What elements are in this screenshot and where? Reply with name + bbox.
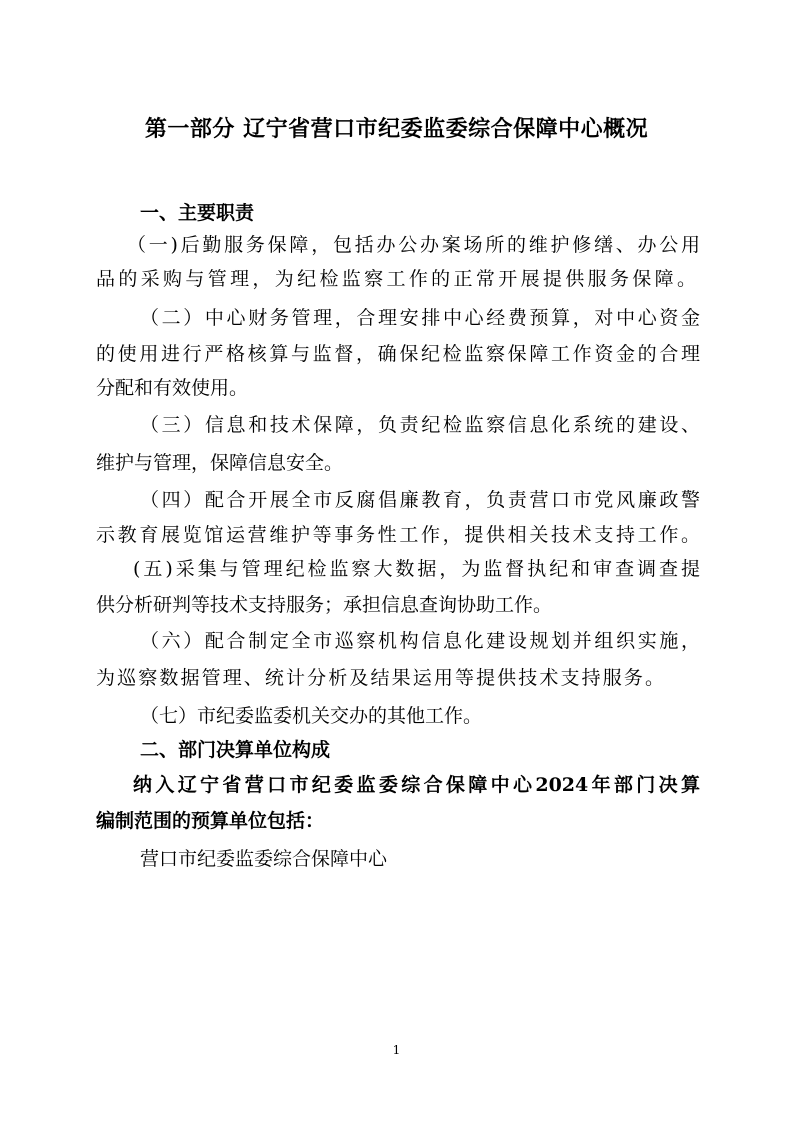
paragraph-line: 品的采购与管理，为纪检监察工作的正常开展提供服务保障。 bbox=[96, 268, 696, 290]
budget-unit-name: 营口市纪委监委综合保障中心 bbox=[140, 848, 388, 870]
paragraph-line: 维护与管理，保障信息安全。 bbox=[96, 452, 344, 474]
document-title: 第一部分 辽宁省营口市纪委监委综合保障中心概况 bbox=[144, 117, 649, 142]
section-heading-unit-composition: 二、部门决算单位构成 bbox=[140, 739, 331, 761]
paragraph-line: 的使用进行严格核算与监督，确保纪检监察保障工作资金的合理 bbox=[96, 343, 700, 365]
paragraph-line: 分配和有效使用。 bbox=[96, 377, 249, 399]
section-heading-main-duties: 一、主要职责 bbox=[140, 202, 255, 224]
paragraph-line: （二）中心财务管理，合理安排中心经费预算，对中心资金 bbox=[140, 307, 700, 329]
paragraph-line: 示教育展览馆运营维护等事务性工作，提供相关技术支持工作。 bbox=[96, 524, 700, 546]
paragraph-line: （七）市纪委监委机关交办的其他工作。 bbox=[140, 705, 483, 727]
paragraph-line: （六）配合制定全市巡察机构信息化建设规划并组织实施， bbox=[140, 630, 700, 652]
paragraph-line: （四）配合开展全市反腐倡廉教育，负责营口市党风廉政警 bbox=[140, 489, 700, 511]
paragraph-line: (五)采集与管理纪检监察大数据，为监督执纪和审查调查提 bbox=[133, 558, 700, 580]
paragraph-line: （一)后勤服务保障，包括办公办案场所的维护修缮、办公用 bbox=[127, 234, 700, 256]
paragraph-line: 供分析研判等技术支持服务；承担信息查询协助工作。 bbox=[96, 594, 553, 616]
bold-paragraph-line: 纳入辽宁省营口市纪委监委综合保障中心2024年部门决算 bbox=[133, 774, 700, 796]
bold-paragraph-line: 编制范围的预算单位包括： bbox=[96, 810, 325, 832]
page-number: 1 bbox=[392, 1043, 401, 1057]
paragraph-line: （三）信息和技术保障，负责纪检监察信息化系统的建设、 bbox=[140, 414, 700, 436]
paragraph-line: 为巡察数据管理、统计分析及结果运用等提供技术支持服务。 bbox=[96, 667, 664, 689]
